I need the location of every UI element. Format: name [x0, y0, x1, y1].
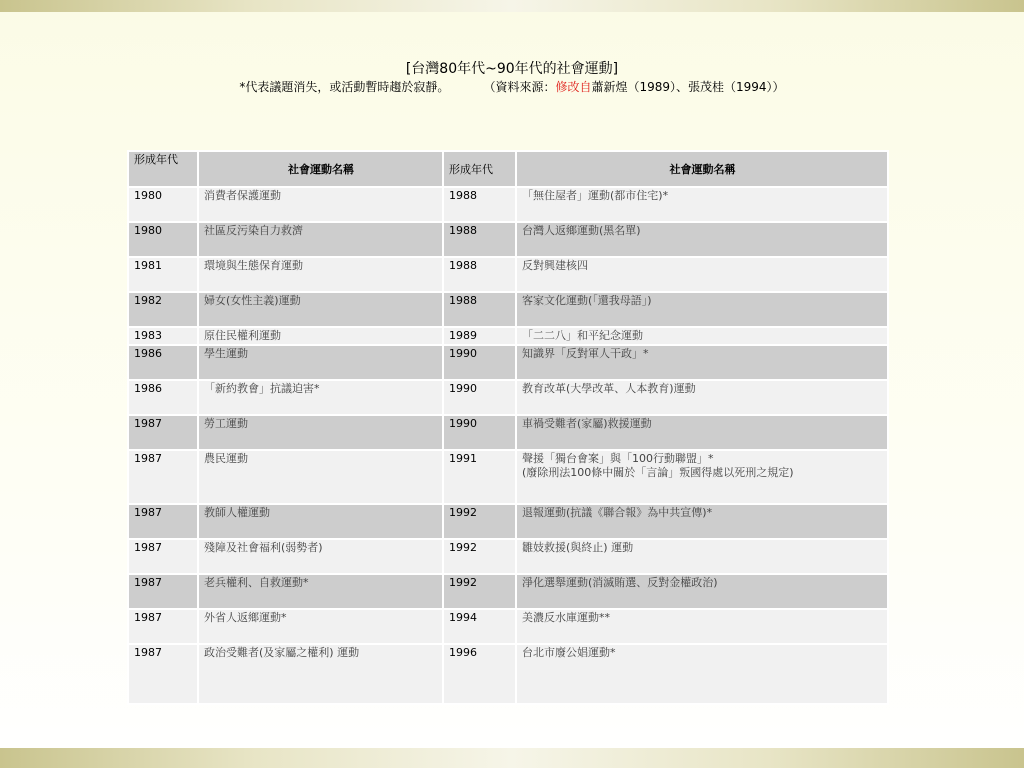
- year-cell: 1988: [444, 223, 515, 256]
- year-cell: 1988: [444, 293, 515, 326]
- social-movements-table: [127, 150, 889, 705]
- movement-cell: 農民運動: [199, 451, 442, 503]
- year-cell: 1991: [444, 451, 515, 503]
- movement-cell: 知識界「反對軍人干政」*: [517, 346, 887, 379]
- header-name-2: 社會運動名稱: [517, 152, 887, 186]
- year-cell: 1988: [444, 188, 515, 221]
- table-row: [129, 258, 887, 291]
- movement-cell: 消費者保護運動: [199, 188, 442, 221]
- header-year-2: 形成年代: [444, 152, 515, 186]
- page-title: [台灣80年代~90年代的社會運動]: [405, 61, 619, 77]
- year-cell: 1990: [444, 346, 515, 379]
- movement-cell: 反對興建核四: [517, 258, 887, 291]
- year-cell: 1982: [129, 293, 197, 326]
- movement-cell: 台北市廢公娼運動*: [517, 645, 887, 703]
- header-year-1: 形成年代: [129, 152, 197, 186]
- year-cell: 1996: [444, 645, 515, 703]
- source-prefix: （資料來源：: [489, 80, 556, 94]
- table-header-row: [129, 152, 887, 186]
- movement-cell: 「新約教會」抗議迫害*: [199, 381, 442, 414]
- year-cell: 1987: [129, 451, 197, 503]
- movement-cell: 教師人權運動: [199, 505, 442, 538]
- year-cell: 1992: [444, 505, 515, 538]
- source-rest: 蕭新煌（1989）、張茂桂（1994））: [591, 80, 785, 94]
- table-row: [129, 540, 887, 573]
- movement-cell: 教育改革(大學改革、人本教育)運動: [517, 381, 887, 414]
- year-cell: 1987: [129, 575, 197, 608]
- year-cell: 1983: [129, 328, 197, 344]
- movement-cell: 台灣人返鄉運動(黑名單): [517, 223, 887, 256]
- bottom-decor-band: [0, 748, 1024, 768]
- year-cell: 1986: [129, 381, 197, 414]
- movement-cell: 退報運動(抗議《聯合報》為中共宣傳)*: [517, 505, 887, 538]
- movement-cell: 外省人返鄉運動*: [199, 610, 442, 643]
- table-row: [129, 293, 887, 326]
- year-cell: 1980: [129, 223, 197, 256]
- movement-cell: 聲援「獨台會案」與「100行動聯盟」* (廢除刑法100條中關於「言論」叛國得處以死刑之規定): [517, 451, 887, 503]
- table-row: [129, 575, 887, 608]
- year-cell: 1992: [444, 540, 515, 573]
- movement-cell: 政治受難者(及家屬之權利) 運動: [199, 645, 442, 703]
- table-body: [129, 188, 887, 703]
- table-row: [129, 645, 887, 703]
- movement-cell: 客家文化運動(「還我母語」): [517, 293, 887, 326]
- top-decor-band: [0, 0, 1024, 12]
- table-row: [129, 223, 887, 256]
- movement-cell: 原住民權利運動: [199, 328, 442, 344]
- year-cell: 1986: [129, 346, 197, 379]
- year-cell: 1992: [444, 575, 515, 608]
- movement-cell: 學生運動: [199, 346, 442, 379]
- year-cell: 1987: [129, 540, 197, 573]
- year-cell: 1989: [444, 328, 515, 344]
- year-cell: 1987: [129, 505, 197, 538]
- table-row: [129, 346, 887, 379]
- movement-cell: 殘障及社會福利(弱勢者): [199, 540, 442, 573]
- year-cell: 1987: [129, 645, 197, 703]
- year-cell: 1994: [444, 610, 515, 643]
- table-row: [129, 188, 887, 221]
- table-row: [129, 505, 887, 538]
- table-row: [129, 451, 887, 503]
- movement-cell: 環境與生態保育運動: [199, 258, 442, 291]
- movement-cell: 「無住屋者」運動(都市住宅)*: [517, 188, 887, 221]
- year-cell: 1988: [444, 258, 515, 291]
- movement-cell: 車禍受難者(家屬)救援運動: [517, 416, 887, 449]
- year-cell: 1981: [129, 258, 197, 291]
- movement-cell: 淨化選舉運動(消滅賄選、反對金權政治): [517, 575, 887, 608]
- table-row: [129, 381, 887, 414]
- table-row: [129, 610, 887, 643]
- year-cell: 1980: [129, 188, 197, 221]
- year-cell: 1990: [444, 381, 515, 414]
- table-row: [129, 416, 887, 449]
- table-row: [129, 328, 887, 344]
- title-block: [0, 60, 1024, 96]
- movement-cell: 婦女(女性主義)運動: [199, 293, 442, 326]
- year-cell: 1987: [129, 610, 197, 643]
- note-text: *代表議題消失，或活動暫時趨於寂靜。: [239, 80, 450, 94]
- source-highlight: 修改自: [555, 80, 592, 94]
- subtitle: [0, 78, 1024, 96]
- movement-cell: 老兵權利、自救運動*: [199, 575, 442, 608]
- header-name-1: 社會運動名稱: [199, 152, 442, 186]
- movement-cell: 美濃反水庫運動**: [517, 610, 887, 643]
- movement-cell: 雛妓救援(與終止) 運動: [517, 540, 887, 573]
- movement-cell: 社區反污染自力救濟: [199, 223, 442, 256]
- movement-cell: 「二二八」和平紀念運動: [517, 328, 887, 344]
- movement-cell: 勞工運動: [199, 416, 442, 449]
- year-cell: 1990: [444, 416, 515, 449]
- year-cell: 1987: [129, 416, 197, 449]
